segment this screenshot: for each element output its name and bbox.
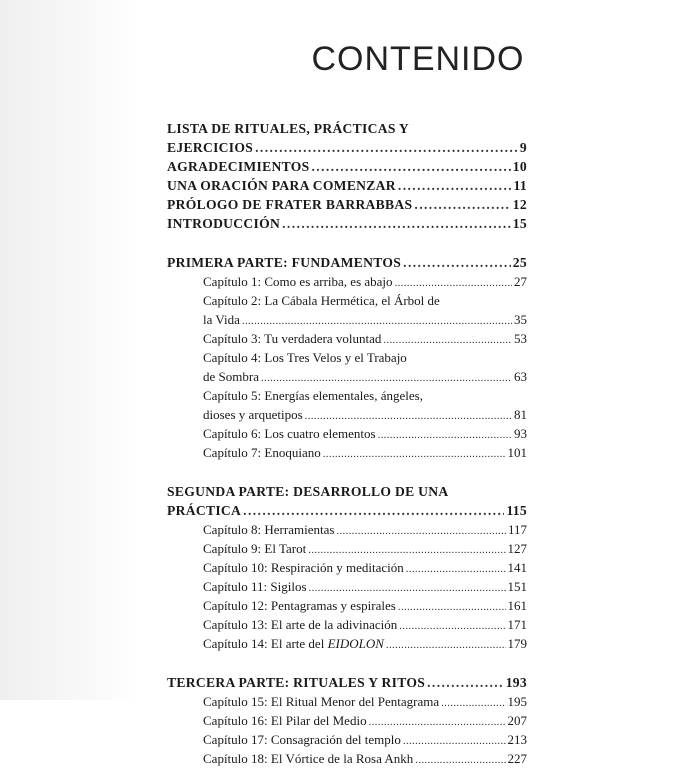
toc-page-number: 195 (507, 694, 527, 709)
dot-leader (383, 334, 512, 346)
toc-entry[interactable] (167, 197, 527, 216)
toc-entry-label: AGRADECIMIENTOS (167, 159, 310, 174)
toc-chapter[interactable] (167, 732, 527, 751)
dot-leader (386, 639, 506, 651)
dot-leader (441, 697, 505, 709)
toc-chapter-line (167, 350, 527, 369)
dot-leader (261, 372, 512, 384)
toc-page-number: 193 (505, 675, 527, 690)
dot-leader (398, 178, 512, 194)
toc-page-number: 15 (512, 216, 527, 231)
toc-entry-label: Capítulo 3: Tu verdadera voluntad (203, 331, 382, 346)
toc-chapter-line (167, 293, 527, 312)
dot-leader (398, 601, 506, 613)
toc-chapter[interactable] (167, 274, 527, 293)
toc-page-number: 151 (507, 579, 527, 594)
toc-chapter[interactable] (167, 617, 527, 636)
dot-leader (255, 140, 518, 156)
dot-leader (427, 675, 504, 691)
toc-entry-label: Capítulo 1: Como es arriba, es abajo (203, 274, 393, 289)
toc-chapter[interactable] (167, 694, 527, 713)
dot-leader (311, 159, 510, 175)
toc-entry-label: Capítulo 11: Sigilos (203, 579, 307, 594)
toc-page-number: 93 (514, 426, 527, 441)
toc-chapter[interactable] (167, 636, 527, 655)
toc-entry[interactable] (167, 159, 527, 178)
toc-chapter[interactable] (167, 522, 527, 541)
toc-chapter-line (167, 388, 527, 407)
toc-entry-label: EJERCICIOS (167, 140, 254, 155)
toc-page-number: 101 (507, 445, 527, 460)
dot-leader (414, 197, 510, 213)
toc-chapter[interactable] (167, 598, 527, 617)
table-of-contents (167, 121, 527, 770)
toc-part-heading[interactable] (167, 255, 527, 274)
dot-leader (336, 525, 506, 537)
toc-entry-label: PRIMERA PARTE: FUNDAMENTOS (167, 255, 402, 270)
toc-page-number: 213 (507, 732, 527, 747)
dot-leader (403, 255, 511, 271)
toc-entry[interactable] (167, 216, 527, 235)
toc-entry-label: Capítulo 15: El Ritual Menor del Pentagrama (203, 694, 440, 709)
toc-page-number: 141 (507, 560, 527, 575)
dot-leader (243, 503, 504, 519)
toc-entry-label: LISTA DE RITUALES, PRÁCTICAS Y (167, 121, 410, 136)
toc-chapter[interactable] (167, 579, 527, 598)
toc-chapter[interactable] (167, 426, 527, 445)
dot-leader (406, 563, 506, 575)
toc-page-number: 179 (507, 636, 527, 651)
toc-entry-label: dioses y arquetipos (203, 407, 303, 422)
toc-entry-label: INTRODUCCIÓN (167, 216, 281, 231)
toc-entry-label: Capítulo 16: El Pilar del Medio (203, 713, 367, 728)
toc-page-number: 127 (507, 541, 527, 556)
toc-entry-label: Capítulo 9: El Tarot (203, 541, 307, 556)
toc-entry-line (167, 121, 527, 140)
toc-entry-label: PRÓLOGO DE FRATER BARRABBAS (167, 197, 413, 212)
toc-entry[interactable] (167, 140, 527, 159)
toc-chapter[interactable] (167, 369, 527, 388)
toc-page-number: 161 (507, 598, 527, 613)
toc-page-number: 10 (512, 159, 527, 174)
toc-chapter[interactable] (167, 331, 527, 350)
toc-entry-label: Capítulo 18: El Vórtice de la Rosa Ankh (203, 751, 414, 766)
toc-chapter[interactable] (167, 751, 527, 770)
toc-entry-label (203, 636, 384, 652)
toc-entry-label: Capítulo 2: La Cábala Hermética, el Árbol de (203, 293, 440, 308)
toc-page-number: 171 (507, 617, 527, 632)
toc-page-number: 81 (514, 407, 527, 422)
toc-chapter[interactable] (167, 407, 527, 426)
toc-entry-label: Capítulo 6: Los cuatro elementos (203, 426, 376, 441)
toc-entry-label: Capítulo 12: Pentagramas y espirales (203, 598, 396, 613)
toc-entry-label: Capítulo 8: Herramientas (203, 522, 335, 537)
toc-page-number: 11 (513, 178, 527, 193)
toc-entry-label: UNA ORACIÓN PARA COMENZAR (167, 178, 396, 193)
toc-entry-label: SEGUNDA PARTE: DESARROLLO DE UNA (167, 484, 449, 499)
toc-page-number: 27 (514, 274, 527, 289)
toc-page-number: 53 (514, 331, 527, 346)
toc-entry-label: Capítulo 4: Los Tres Velos y el Trabajo (203, 350, 407, 365)
toc-page-number: 9 (519, 140, 527, 155)
toc-page-number: 207 (507, 713, 527, 728)
page-title: CONTENIDO (311, 40, 525, 78)
toc-chapter[interactable] (167, 312, 527, 331)
toc-page-number: 117 (507, 522, 527, 537)
dot-leader (395, 277, 512, 289)
toc-page (136, 0, 700, 766)
toc-part-heading-line (167, 484, 527, 503)
toc-page-number: 12 (512, 197, 527, 212)
toc-page-number: 63 (514, 369, 527, 384)
dot-leader (323, 448, 506, 460)
dot-leader (415, 754, 505, 766)
toc-entry-label: Capítulo 5: Energías elementales, ángeles, (203, 388, 423, 403)
toc-entry-label-prefix: Capítulo 14: El arte del (203, 636, 328, 651)
dot-leader (308, 544, 505, 556)
toc-chapter[interactable] (167, 541, 527, 560)
toc-part-heading[interactable] (167, 675, 527, 694)
toc-chapter[interactable] (167, 560, 527, 579)
toc-entry-label: Capítulo 17: Consagración del templo (203, 732, 401, 747)
toc-entry-label: la Vida (203, 312, 240, 327)
dot-leader (378, 429, 512, 441)
toc-page-number: 115 (506, 503, 527, 518)
toc-page-number: 35 (514, 312, 527, 327)
toc-part-heading[interactable] (167, 503, 527, 522)
toc-entry-label: Capítulo 10: Respiración y meditación (203, 560, 404, 575)
toc-chapter[interactable] (167, 445, 527, 464)
toc-entry-label: PRÁCTICA (167, 503, 242, 518)
toc-entry-label: Capítulo 7: Enoquiano (203, 445, 321, 460)
book-gutter-shadow (0, 0, 136, 700)
toc-page-number: 227 (507, 751, 527, 766)
dot-leader (305, 410, 512, 422)
toc-chapter[interactable] (167, 713, 527, 732)
toc-entry-label-italic: EIDOLON (327, 636, 384, 651)
toc-entry-label: Capítulo 13: El arte de la adivinación (203, 617, 398, 632)
toc-entry[interactable] (167, 178, 527, 197)
toc-page-number: 25 (512, 255, 527, 270)
dot-leader (242, 315, 512, 327)
dot-leader (282, 216, 511, 232)
toc-entry-label: de Sombra (203, 369, 259, 384)
toc-entry-label: TERCERA PARTE: RITUALES Y RITOS (167, 675, 426, 690)
dot-leader (369, 716, 506, 728)
dot-leader (309, 582, 506, 594)
dot-leader (399, 620, 505, 632)
dot-leader (403, 735, 506, 747)
